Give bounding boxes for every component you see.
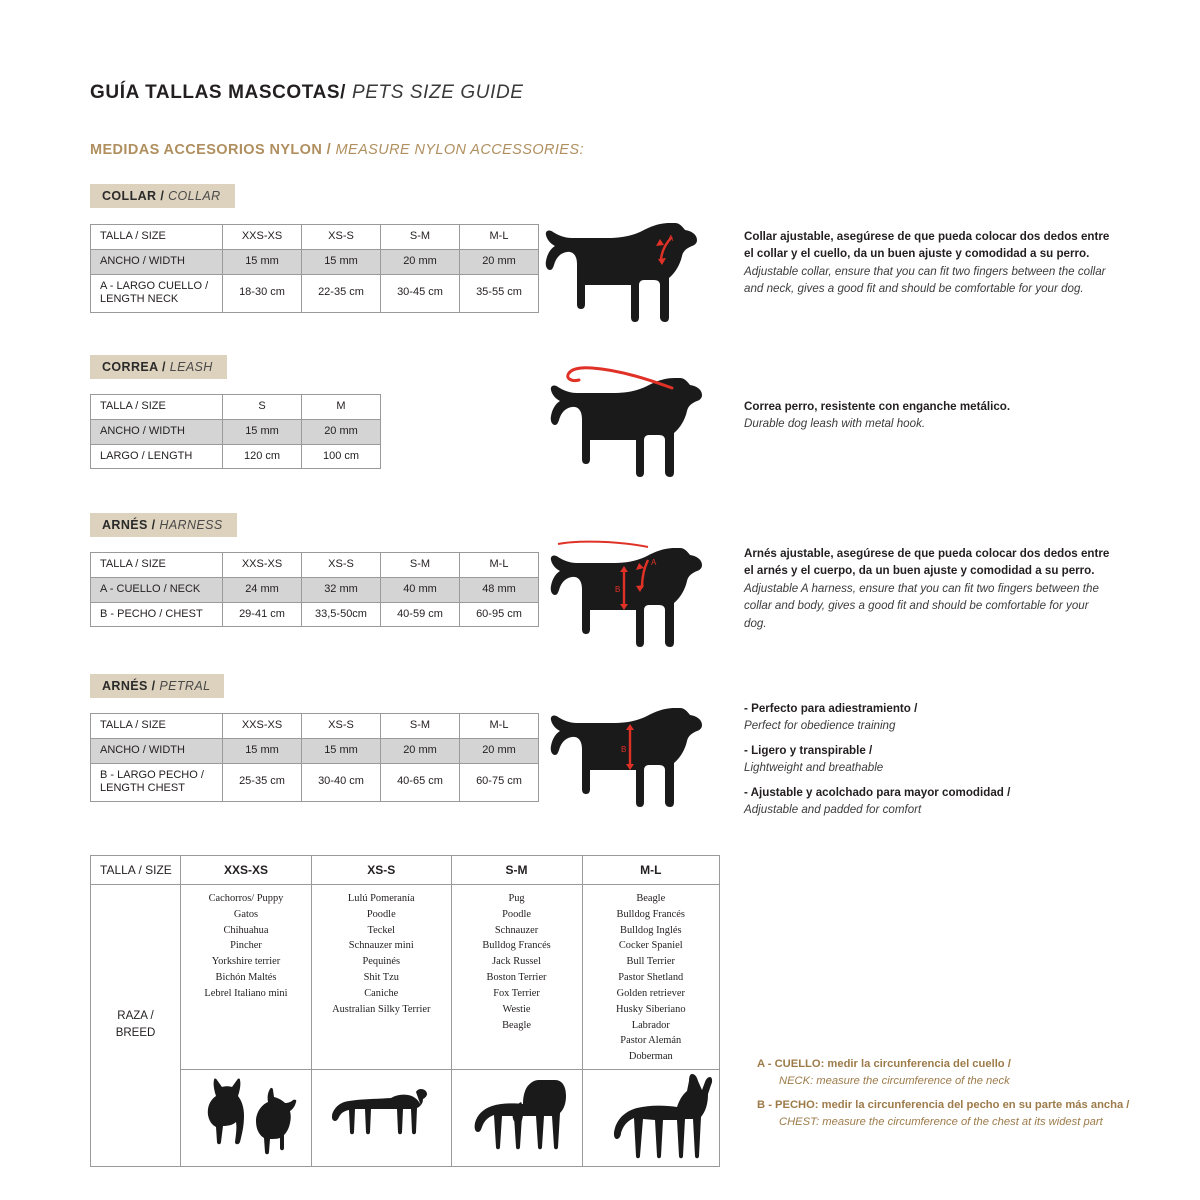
cell: XXS-XS [223, 225, 302, 250]
note-harness [744, 545, 1114, 632]
breed-name: Chihuahua [223, 924, 269, 936]
breed-name: Schnauzer [494, 924, 539, 936]
cell: 24 mm [223, 577, 302, 602]
svg-text:A: A [668, 234, 674, 243]
cell: 15 mm [223, 738, 302, 763]
row-label: ANCHO / WIDTH [91, 419, 223, 444]
cell: 33,5-50cm [302, 602, 381, 627]
breed-name: Bulldog Francés [616, 908, 685, 920]
section-tab-collar [90, 184, 235, 208]
table-row [91, 553, 539, 578]
note-leash [744, 398, 1084, 433]
breed-name: Poodle [366, 908, 396, 920]
cell: 32 mm [302, 577, 381, 602]
cell: S [223, 395, 302, 420]
cat-and-chihuahua-silhouette [186, 1070, 306, 1162]
table-row [91, 225, 539, 250]
svg-text:B: B [615, 585, 621, 594]
table-row [91, 885, 720, 1070]
page-subtitle-es: MEDIDAS ACCESORIOS NYLON / [90, 142, 332, 158]
breed-icons-m-l [582, 1069, 719, 1166]
breed-row-label [91, 885, 181, 1167]
table-harness [90, 552, 539, 627]
cell: 100 cm [302, 444, 381, 469]
tab-label-en: PETRAL [159, 679, 211, 693]
breed-list-xs-s [311, 885, 451, 1070]
cell: M-L [460, 553, 539, 578]
breed-icons-xxs-xs [181, 1069, 312, 1166]
row-label: A - LARGO CUELLO / LENGTH NECK [91, 274, 223, 313]
note-es: Correa perro, resistente con enganche metálico. [744, 400, 1011, 413]
breed-name: Lebrel Italiano mini [204, 987, 288, 999]
legend-en: NECK: measure the circumference of the neck [779, 1075, 1010, 1088]
cell: XS-S [302, 553, 381, 578]
breed-name: Husky Siberiano [615, 1003, 686, 1015]
note-en: Adjustable collar, ensure that you can fit two fingers between the collar and neck, gives a good fit and should be comfortable for your dog. [744, 264, 1106, 296]
table-row [91, 395, 381, 420]
svg-text:B: B [621, 745, 627, 754]
tab-label-en: COLLAR [168, 189, 221, 203]
tab-label-en: LEASH [169, 360, 213, 374]
cell: 40-59 cm [381, 602, 460, 627]
bullet-en: Perfect for obedience training [744, 719, 896, 733]
tab-label-es: CORREA / [102, 360, 166, 374]
breed-name: Pug [508, 893, 525, 904]
note-es: Collar ajustable, asegúrese de que pueda colocar dos dedos entre el collar y el cuello, da un buen ajuste y comodidad a su perro. [744, 230, 1110, 261]
table-row [91, 249, 539, 274]
breed-size-label: TALLA / SIZE [91, 856, 181, 885]
schnauzer-silhouette [457, 1070, 577, 1162]
row-label: TALLA / SIZE [91, 553, 223, 578]
breed-name: Jack Russel [492, 956, 541, 968]
breed-name: Westie [502, 1003, 531, 1015]
row-label: B - PECHO / CHEST [91, 602, 223, 627]
breed-label-es: RAZA / [117, 1010, 154, 1023]
cell: 20 mm [381, 249, 460, 274]
tab-label-en: HARNESS [159, 518, 223, 532]
bullet-es: - Ajustable y acolchado para mayor comodidad / [744, 785, 1011, 799]
breed-name: Yorkshire terrier [211, 956, 281, 968]
breed-name: Shit Tzu [363, 972, 399, 984]
cell: 60-75 cm [460, 763, 539, 802]
note-en: Adjustable A harness, ensure that you can fit two fingers between the collar and body, gives a good fit and should be comfortable for your dog. [744, 581, 1099, 630]
page-title [90, 82, 524, 104]
note-en: Durable dog leash with metal hook. [744, 417, 926, 431]
breed-name: Beagle [636, 893, 666, 904]
breed-name: Pincher [230, 940, 262, 952]
row-label: ANCHO / WIDTH [91, 249, 223, 274]
table-row [91, 444, 381, 469]
breed-label-en: BREED [115, 1027, 156, 1040]
doberman-silhouette [588, 1070, 714, 1162]
dog-silhouette-collar [520, 215, 710, 340]
cell: XXS-XS [223, 714, 302, 739]
breed-name: Gatos [233, 908, 259, 920]
table-row [91, 419, 381, 444]
breed-name: Fox Terrier [493, 987, 540, 999]
cell: XS-S [302, 714, 381, 739]
breed-name: Boston Terrier [486, 972, 547, 984]
cell: S-M [381, 553, 460, 578]
cell: 22-35 cm [302, 274, 381, 313]
cell: 60-95 cm [460, 602, 539, 627]
cell: 120 cm [223, 444, 302, 469]
cell: S-M [381, 225, 460, 250]
cell: XS-S [302, 225, 381, 250]
tab-label-es: ARNÉS / [102, 679, 156, 693]
legend-es: A - CUELLO: medir la circunferencia del cuello / [757, 1058, 1011, 1070]
breed-icons-xs-s [311, 1069, 451, 1166]
bullet-es: - Perfecto para adiestramiento / [744, 702, 918, 715]
table-row [91, 763, 539, 802]
breed-name: Poodle [502, 908, 531, 920]
breed-name: Teckel [367, 924, 396, 936]
cell: 15 mm [302, 738, 381, 763]
cell: 40 mm [381, 577, 460, 602]
svg-text:A: A [651, 558, 657, 567]
breed-list-s-m [451, 885, 582, 1070]
bullet-es: - Ligero y transpirable / [744, 743, 873, 757]
cell: XXS-XS [223, 553, 302, 578]
tab-label-es: COLLAR / [102, 189, 165, 203]
cell: 18-30 cm [223, 274, 302, 313]
cell: 25-35 cm [223, 763, 302, 802]
table-petral [90, 713, 539, 802]
breed-name: Pequinés [362, 956, 401, 968]
breed-list-xxs-xs [181, 885, 312, 1070]
cell: 20 mm [381, 738, 460, 763]
table-row [91, 1069, 720, 1166]
cell: 30-45 cm [381, 274, 460, 313]
breed-name: Bichón Maltés [215, 972, 277, 984]
breed-name: Golden retriever [616, 987, 685, 999]
dog-silhouette-harness [520, 530, 715, 655]
breed-name: Australian Silky Terrier [332, 1003, 431, 1015]
table-leash [90, 394, 381, 469]
breed-col-header: M-L [582, 856, 719, 885]
section-tab-harness [90, 513, 237, 537]
table-collar [90, 224, 539, 313]
table-breeds [90, 855, 720, 1167]
breed-name: Schnauzer mini [348, 940, 414, 952]
row-label: TALLA / SIZE [91, 714, 223, 739]
breed-name: Beagle [502, 1019, 531, 1031]
cell: M [302, 395, 381, 420]
bullets-petral [744, 700, 1104, 825]
cell: 15 mm [223, 249, 302, 274]
dog-silhouette-petral [520, 690, 715, 815]
note-collar [744, 228, 1114, 298]
breed-name: Doberman [628, 1051, 673, 1063]
row-label: TALLA / SIZE [91, 225, 223, 250]
breed-name: Pastor Alemán [620, 1035, 682, 1047]
cell: 30-40 cm [302, 763, 381, 802]
row-label: ANCHO / WIDTH [91, 738, 223, 763]
section-tab-leash [90, 355, 227, 379]
cell: 20 mm [302, 419, 381, 444]
cell: 48 mm [460, 577, 539, 602]
cell: S-M [381, 714, 460, 739]
page-title-en: PETS SIZE GUIDE [351, 82, 524, 103]
breed-list-m-l [582, 885, 719, 1070]
tab-label-es: ARNÉS / [102, 518, 156, 532]
bullet-en: Lightweight and breathable [744, 761, 884, 775]
bullet-en: Adjustable and padded for comfort [744, 802, 922, 816]
page-subtitle [90, 142, 584, 158]
cell: 20 mm [460, 738, 539, 763]
breed-col-header: S-M [451, 856, 582, 885]
table-row [91, 738, 539, 763]
cell: 15 mm [302, 249, 381, 274]
page-title-es: GUÍA TALLAS MASCOTAS/ [90, 82, 347, 103]
cell: 20 mm [460, 249, 539, 274]
breed-icons-s-m [451, 1069, 582, 1166]
table-row [91, 856, 720, 885]
cell: 35-55 cm [460, 274, 539, 313]
breed-name: Cocker Spaniel [618, 940, 683, 952]
breed-name: Labrador [631, 1019, 670, 1031]
row-label: A - CUELLO / NECK [91, 577, 223, 602]
breed-name: Pastor Shetland [618, 972, 684, 984]
measure-legend [757, 1056, 1157, 1137]
table-row [91, 714, 539, 739]
table-row [91, 577, 539, 602]
breed-col-header: XS-S [311, 856, 451, 885]
cell: 15 mm [223, 419, 302, 444]
page-subtitle-en: MEASURE NYLON ACCESSORIES: [335, 142, 584, 158]
cell: M-L [460, 225, 539, 250]
cell: M-L [460, 714, 539, 739]
legend-es: B - PECHO: medir la circunferencia del pecho en su parte más ancha / [757, 1098, 1130, 1111]
breed-name: Caniche [364, 987, 399, 999]
cell: 29-41 cm [223, 602, 302, 627]
breed-name: Cachorros/ Puppy [208, 893, 284, 904]
row-label: LARGO / LENGTH [91, 444, 223, 469]
table-row [91, 602, 539, 627]
row-label: B - LARGO PECHO / LENGTH CHEST [91, 763, 223, 802]
note-es: Arnés ajustable, asegúrese de que pueda colocar dos dedos entre el arnés y el cuerpo, da un buen ajuste y comodidad a su perro. [744, 547, 1110, 578]
breed-name: Bull Terrier [626, 956, 675, 968]
breed-col-header: XXS-XS [181, 856, 312, 885]
breed-name: Lulú Pomeranía [347, 893, 415, 904]
section-tab-petral [90, 674, 224, 698]
row-label: TALLA / SIZE [91, 395, 223, 420]
breed-name: Bulldog Francés [482, 940, 551, 952]
table-row [91, 274, 539, 313]
legend-en: CHEST: measure the circumference of the chest at its widest part [779, 1116, 1103, 1129]
cell: 40-65 cm [381, 763, 460, 802]
dog-silhouette-leash [520, 360, 715, 485]
dachshund-silhouette [317, 1070, 445, 1162]
breed-name: Bulldog Inglés [620, 924, 682, 936]
